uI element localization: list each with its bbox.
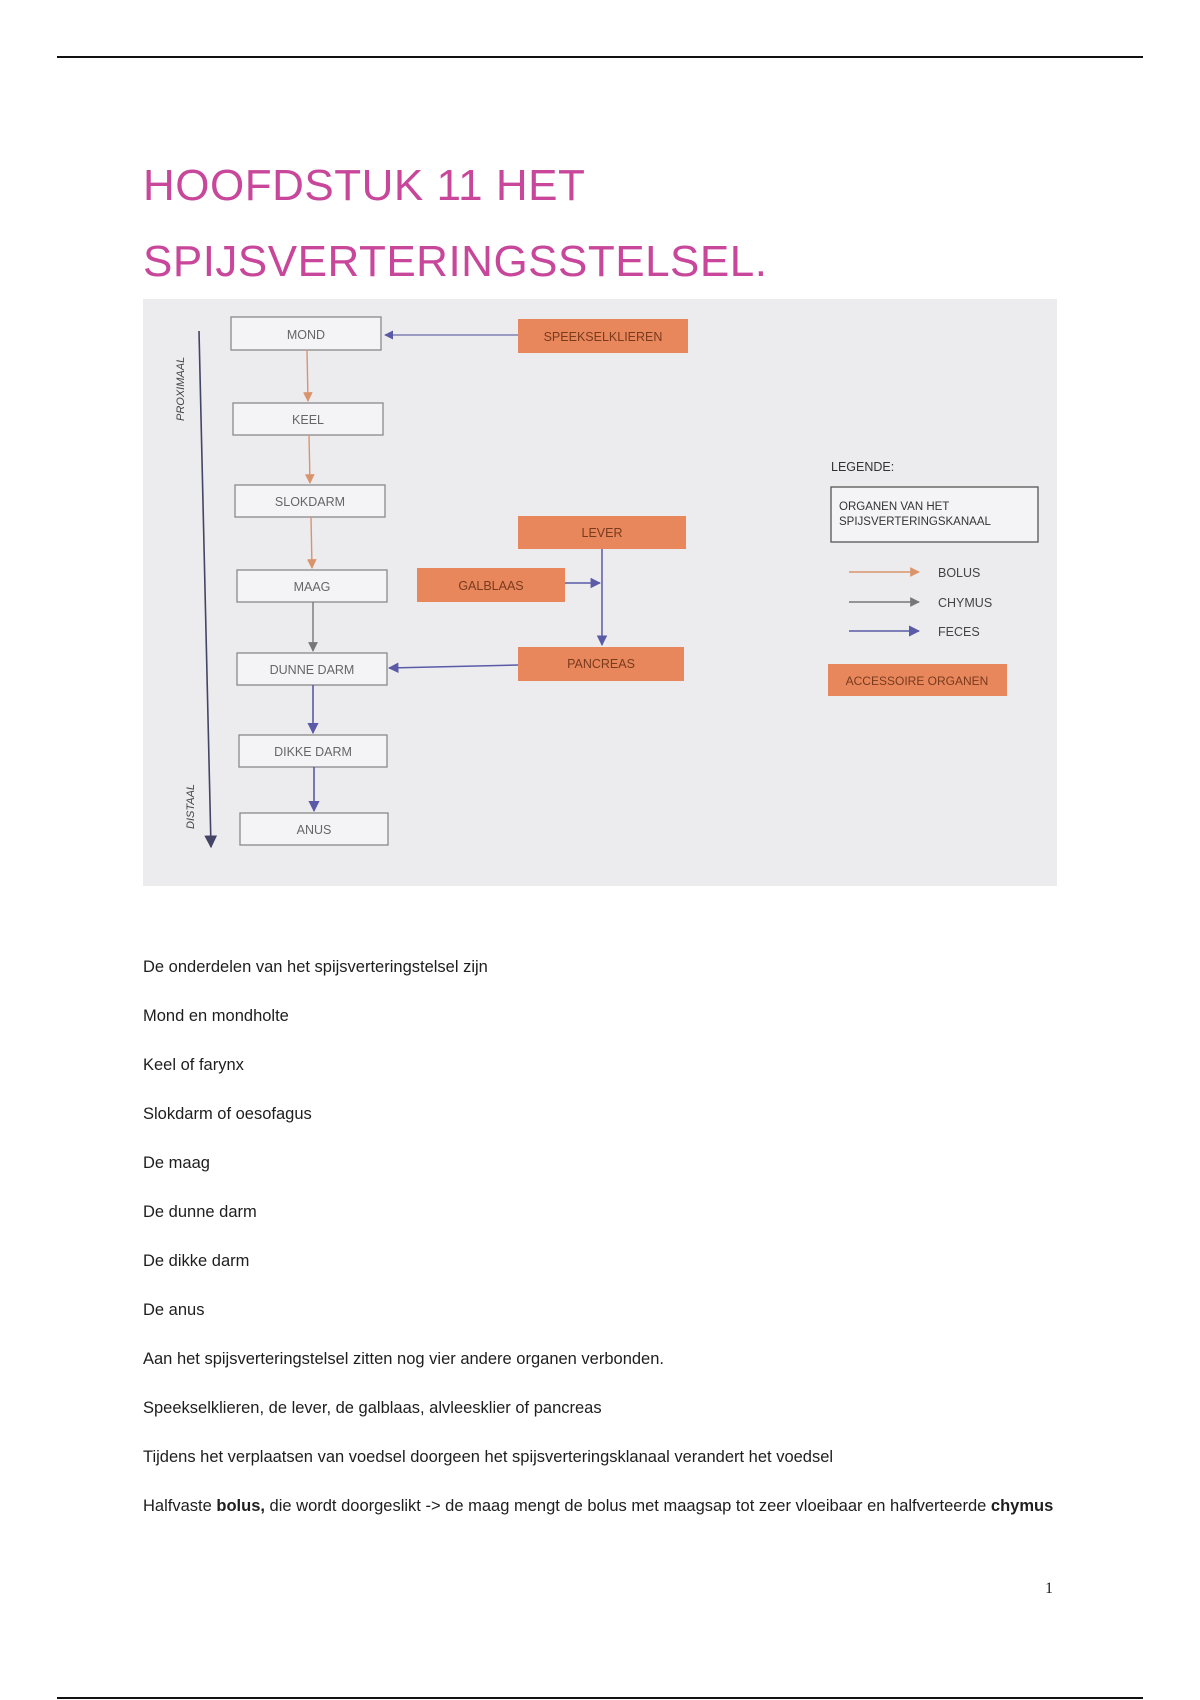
organ-dunne-darm: [237, 653, 387, 685]
header-rule: [57, 56, 1143, 58]
legend-accessoire-organen: [828, 664, 1007, 696]
organ-slokdarm: [235, 485, 385, 517]
legend-feces: [849, 625, 980, 639]
svg-text:FECES: FECES: [938, 625, 980, 639]
text-part-2: die wordt doorgeslikt -> de maag mengt de bolus met maagsap tot zeer vloeibaar en halfverteerde: [264, 1497, 991, 1515]
bold-bolus: bolus,: [216, 1497, 265, 1515]
arrow-pancreas-dunne-darm: [389, 665, 518, 668]
paragraph-anus: De anus: [143, 1301, 205, 1319]
title-line-1: HOOFDSTUK 11 HET: [143, 161, 586, 210]
paragraph-mond: Mond en mondholte: [143, 1007, 289, 1025]
svg-text:MOND: MOND: [286, 328, 326, 342]
svg-text:BOLUS: BOLUS: [938, 566, 981, 580]
svg-text:SPEEKSELKLIEREN: SPEEKSELKLIEREN: [543, 330, 663, 344]
organ-mond: [231, 317, 381, 350]
organ-maag: [237, 570, 387, 602]
paragraph-accessoire-lijst: Speekselklieren, de lever, de galblaas, alvleesklier of pancreas: [143, 1399, 602, 1417]
svg-text:KEEL: KEEL: [292, 413, 324, 427]
svg-text:PANCREAS: PANCREAS: [567, 657, 635, 671]
svg-text:SPIJSVERTERINGSKANAAL: SPIJSVERTERINGSKANAAL: [839, 516, 991, 528]
page-title: [143, 148, 767, 300]
svg-text:DIKKE DARM: DIKKE DARM: [274, 745, 352, 759]
bold-chymus: chymus: [990, 1497, 1054, 1515]
svg-text:ANUS: ANUS: [296, 823, 332, 837]
paragraph-andere-organen: Aan het spijsverteringstelsel zitten nog vier andere organen verbonden.: [143, 1350, 664, 1368]
svg-text:CHYMUS: CHYMUS: [938, 596, 993, 610]
svg-text:ACCESSOIRE ORGANEN: ACCESSOIRE ORGANEN: [845, 674, 989, 688]
legend-bolus: [849, 566, 980, 580]
proximal-distal-axis: [199, 331, 211, 847]
diagram-canvas: [143, 299, 1057, 886]
accessory-lever: [518, 516, 686, 549]
paragraph-intro: De onderdelen van het spijsverteringstelsel zijn: [143, 958, 488, 976]
text-part-1: Halfvaste: [143, 1497, 217, 1515]
paragraph-verplaatsen: Tijdens het verplaatsen van voedsel doorgeen het spijsverteringsklanaal verandert het voedsel: [143, 1448, 834, 1466]
svg-text:DUNNE DARM: DUNNE DARM: [269, 663, 355, 677]
page-number: 1: [1045, 1580, 1053, 1597]
paragraph-slokdarm: Slokdarm of oesofagus: [143, 1105, 312, 1123]
paragraph-dunne-darm: De dunne darm: [143, 1203, 257, 1221]
paragraph-bolus-chymus: [143, 1492, 1083, 1521]
legend-organ-box: [831, 487, 1038, 542]
arrow-bolus-keel-slokdarm: [309, 435, 310, 483]
arrow-bolus-mond-keel: [307, 350, 308, 401]
axis-label-proximaal: PROXIMAAL: [175, 356, 187, 421]
digestive-system-diagram: [143, 299, 1057, 886]
axis-label-distaal: DISTAAL: [185, 783, 197, 829]
svg-text:SLOKDARM: SLOKDARM: [274, 495, 346, 509]
organ-keel: [233, 403, 383, 435]
accessory-speekselklieren: [518, 319, 688, 353]
organ-dikke-darm: [239, 735, 387, 767]
svg-text:MAAG: MAAG: [293, 580, 331, 594]
svg-text:GALBLAAS: GALBLAAS: [458, 579, 524, 593]
paragraph-maag: De maag: [143, 1154, 210, 1172]
paragraph-dikke-darm: De dikke darm: [143, 1252, 250, 1270]
legend-title: LEGENDE:: [831, 460, 895, 474]
title-line-2: SPIJSVERTERINGSSTELSEL.: [143, 237, 768, 286]
legend-chymus: [849, 596, 992, 610]
body-text: [143, 956, 1083, 1547]
arrow-bolus-slokdarm-maag: [311, 517, 312, 568]
accessory-galblaas: [417, 568, 565, 602]
paragraph-keel: Keel of farynx: [143, 1056, 244, 1074]
svg-text:LEVER: LEVER: [581, 526, 623, 540]
organ-anus: [240, 813, 388, 845]
footer-rule: [57, 1697, 1143, 1699]
svg-text:ORGANEN VAN HET: ORGANEN VAN HET: [839, 501, 950, 513]
accessory-pancreas: [518, 647, 684, 681]
